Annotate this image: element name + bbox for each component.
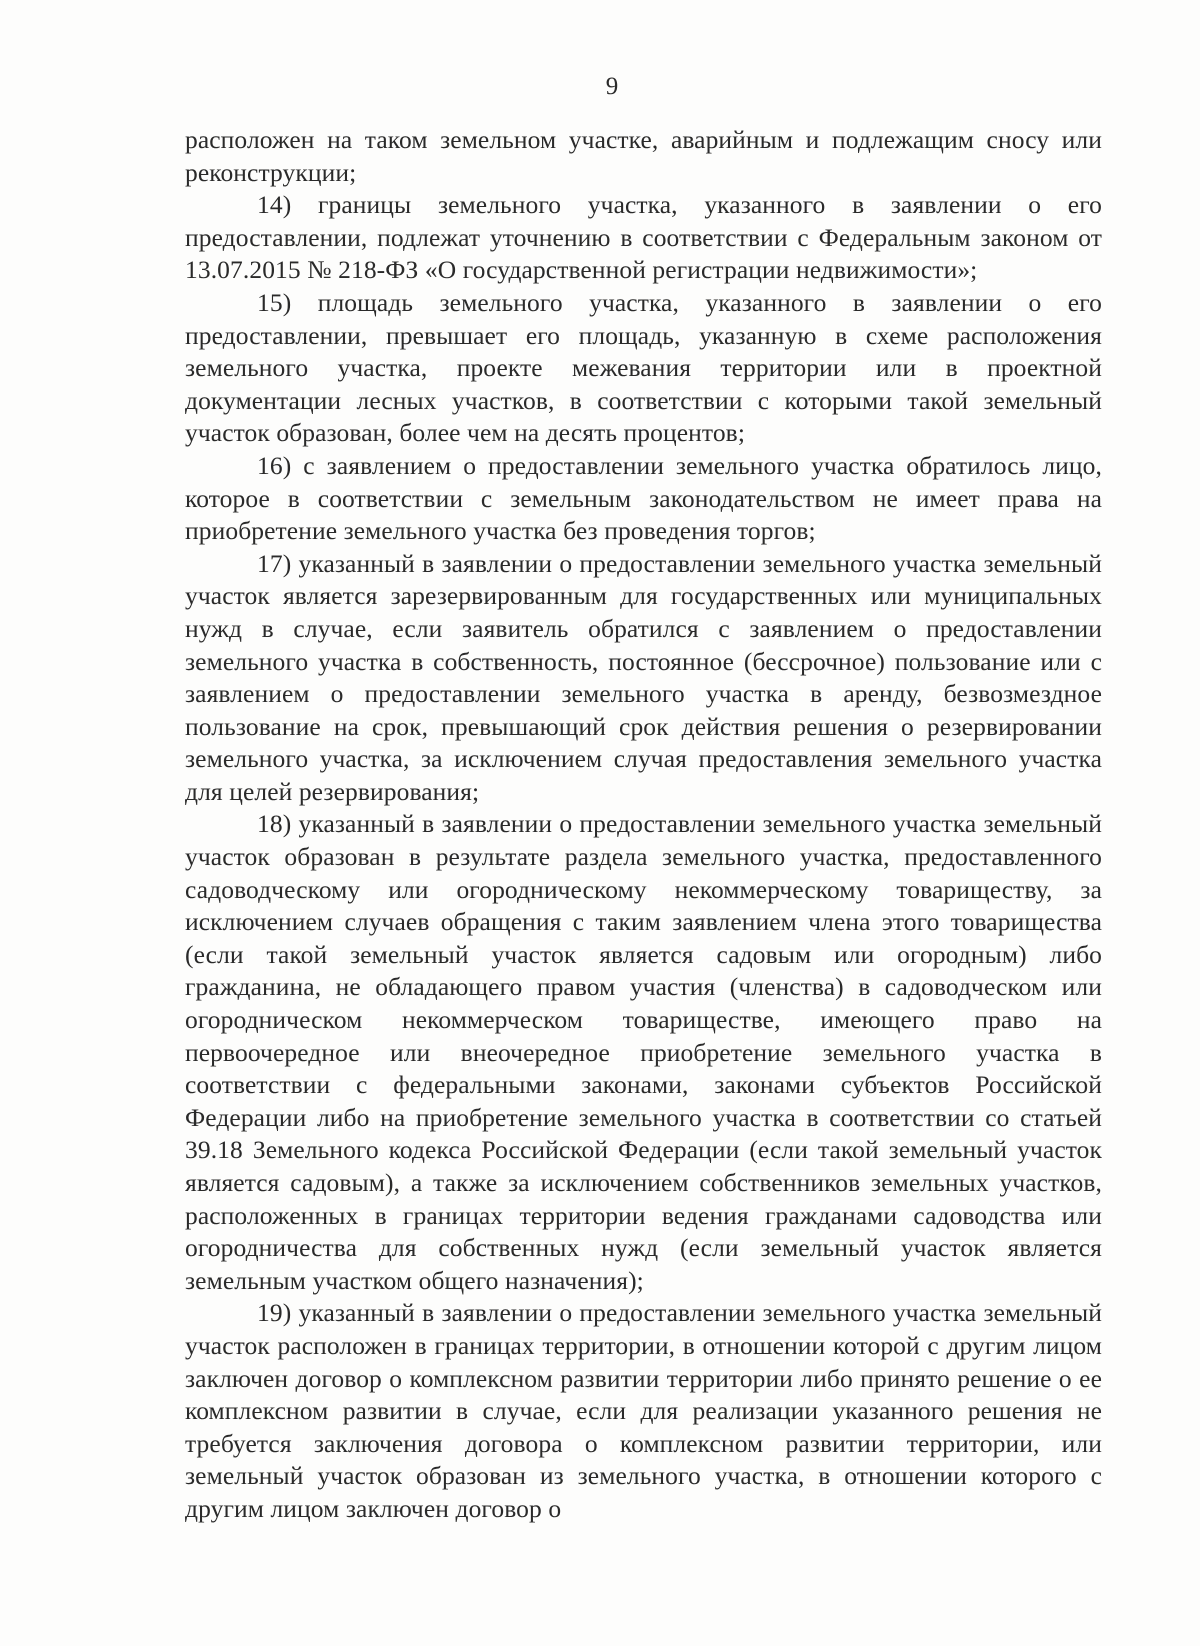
paragraph-item-18: 18) указанный в заявлении о предоставлении земельного участка земельный участок образован в результате раздела земельного участка, предоставленного садоводческому или огородническому некоммерческому товариществу, за исключением случаев обращения с таким заявлением члена этого товарищества (если такой земельный участок является садовым или огородным) либо гражданина, не обладающего правом участия (членства) в садоводческом или огородническом некоммерческом товариществе, имеющего право на первоочередное или внеочередное приобретение земельного участка в соответствии с федеральными законами, законами субъектов Российской Федерации либо на приобретение земельного участка в соответствии со статьей 39.18 Земельного кодекса Российской Федерации (если такой земельный участок является садовым), а также за исключением собственников земельных участков, расположенных в границах территории ведения гражданами садоводства или огородничества для собственных нужд (если земельный участок является земельным участком общего назначения); — [185, 809, 1102, 1295]
document-body — [185, 124, 1102, 1526]
paragraph-item-14: 14) границы земельного участка, указанного в заявлении о его предоставлении, подлежат уточнению в соответствии с Федеральным законом от 13.07.2015 № 218-ФЗ «О государственной регистрации недвижимости»; — [185, 190, 1102, 285]
paragraph-item-15: 15) площадь земельного участка, указанного в заявлении о его предоставлении, превышает его площадь, указанную в схеме расположения земельного участка, проекте межевания территории или в проектной документации лесных участков, в соответствии с которыми такой земельный участок образован, более чем на десять процентов; — [185, 287, 1102, 448]
paragraph-continuation: расположен на таком земельном участке, аварийным и подлежащим сносу или реконструкции; — [185, 125, 1102, 187]
paragraph-item-16: 16) с заявлением о предоставлении земельного участка обратилось лицо, которое в соответствии с земельным законодательством не имеет права на приобретение земельного участка без проведения торгов; — [185, 450, 1102, 546]
paragraph-item-17: 17) указанный в заявлении о предоставлении земельного участка земельный участок является зарезервированным для государственных или муниципальных нужд в случае, если заявитель обратился с заявлением о предоставлении земельного участка в собственность, постоянное (бессрочное) пользование или с заявлением о предоставлении земельного участка в аренду, безвозмездное пользование на срок, превышающий срок действия решения о резервировании земельного участка, за исключением случая предоставления земельного участка для целей резервирования; — [185, 548, 1102, 806]
paragraph-item-19: 19) указанный в заявлении о предоставлении земельного участка земельный участок расположен в границах территории, в отношении которой с другим лицом заключен договор о комплексном развитии территории либо принято решение о ее комплексном развитии в случае, если для реализации указанного решения не требуется заключения договора о комплексном развитии территории, или земельный участок образован из земельного участка, в отношении которого с другим лицом заключен договор о — [185, 1298, 1102, 1523]
page-number: 9 — [605, 73, 619, 100]
